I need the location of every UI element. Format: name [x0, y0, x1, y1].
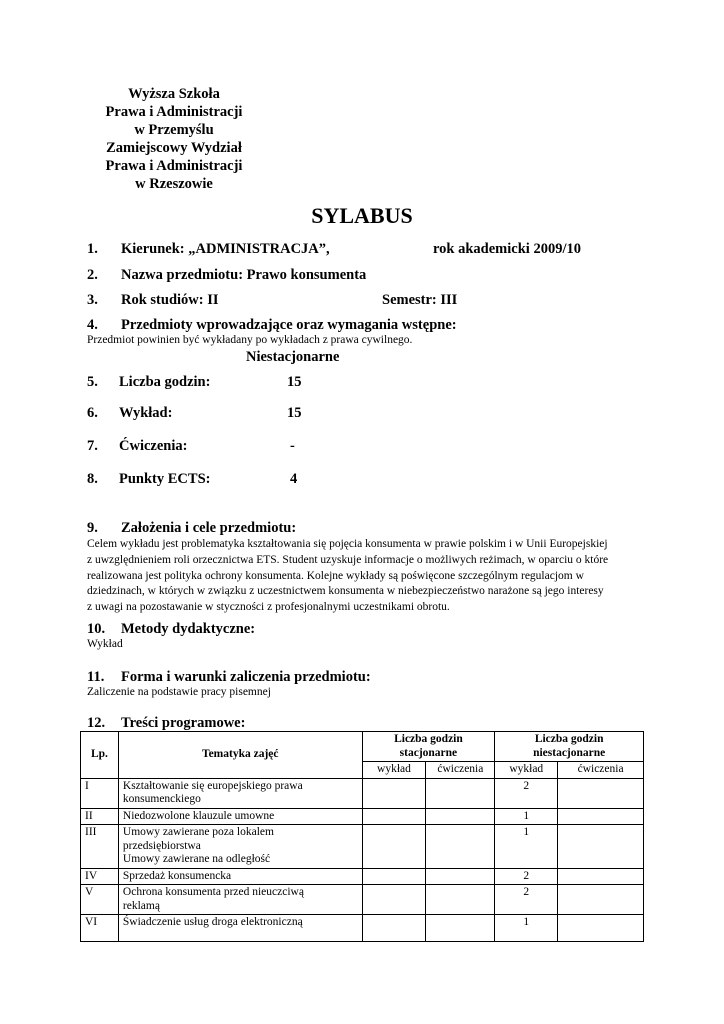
- item-9-label: Założenia i cele przedmiotu:: [121, 520, 297, 536]
- row-niestac-cwiczenia: [558, 808, 644, 825]
- row-stac-wyklad: [362, 808, 426, 825]
- institution-line: Wyższa Szkoła: [128, 86, 220, 102]
- paragraph-line: dziedzinach, w których w związku z uczestnictwem konsumenta w niebezpieczeństwo narażone są jego interesy: [87, 585, 604, 598]
- item-7-number: 7.: [87, 438, 98, 454]
- row-niestac-cwiczenia: [558, 825, 644, 869]
- institution-line: w Przemyślu: [134, 122, 214, 138]
- row-stac-wyklad: [362, 825, 426, 869]
- header-niestacjonarne-line2: niestacjonarne: [533, 746, 606, 759]
- row-stac-cwiczenia: [426, 825, 495, 869]
- item-3-label: Rok studiów: II: [121, 292, 219, 308]
- row-lp: VI: [81, 915, 119, 942]
- item-5-label: Liczba godzin:: [119, 374, 211, 390]
- item-2-label: Nazwa przedmiotu: Prawo konsumenta: [121, 267, 367, 283]
- row-topic: [118, 885, 362, 915]
- header-stacjonarne-line2: stacjonarne: [399, 746, 458, 759]
- row-stac-wyklad: [362, 885, 426, 915]
- row-stac-cwiczenia: [426, 885, 495, 915]
- topic-line: Świadczenie usług droga elektroniczną: [122, 916, 303, 928]
- item-1-label: Kierunek: „ADMINISTRACJA”,: [121, 241, 330, 257]
- item-4-text: Przedmiot powinien być wykładany po wykładach z prawa cywilnego.: [87, 334, 413, 346]
- topic-line: Umowy zawierane poza lokalem: [122, 826, 274, 838]
- table-header-row: [81, 732, 644, 762]
- table-row: [81, 778, 644, 808]
- item-10-label: Metody dydaktyczne:: [121, 621, 256, 637]
- row-stac-cwiczenia: [426, 778, 495, 808]
- row-stac-cwiczenia: [426, 808, 495, 825]
- item-8-value: 4: [290, 471, 298, 487]
- item-12-number: 12.: [87, 715, 106, 731]
- table-row: [81, 808, 644, 825]
- item-6-number: 6.: [87, 405, 98, 421]
- paragraph-line: Celem wykładu jest problematyka kształtowania się pojęcia konsumenta w prawie polskim i w Unii Europejskiej: [87, 538, 608, 550]
- topic-line: Umowy zawierane na odległość: [122, 853, 271, 865]
- row-stac-wyklad: [362, 868, 426, 885]
- institution-header: [94, 85, 254, 193]
- topic-line: przedsiębiorstwa: [122, 839, 201, 852]
- paragraph-line: realizowana jest polityka ochrony konsumenta. Kolejne wykłady są poświęcone szczególnym regulacjom w: [87, 569, 584, 582]
- item-6-label: Wykład:: [119, 405, 173, 421]
- program-table: [80, 731, 644, 942]
- row-niestac-wyklad: 2: [495, 885, 558, 915]
- subheader-niestac-wyklad: wykład: [495, 762, 558, 779]
- item-9-number: 9.: [87, 520, 98, 536]
- table-row: [81, 825, 644, 869]
- row-niestac-wyklad: 1: [495, 915, 558, 942]
- institution-line: Prawa i Administracji: [105, 104, 243, 120]
- paragraph-line: z uwagi na pozostawanie w styczności z profesjonalnymi uczestnikami obrotu.: [87, 601, 450, 614]
- row-topic: [118, 825, 362, 869]
- row-niestac-wyklad: 1: [495, 808, 558, 825]
- item-8-number: 8.: [87, 471, 98, 487]
- row-niestac-wyklad: 2: [495, 868, 558, 885]
- item-4-label: Przedmioty wprowadzające oraz wymagania wstępne:: [121, 317, 457, 333]
- table-row: [81, 885, 644, 915]
- topic-line: reklamą: [122, 899, 160, 912]
- item-5-value: 15: [287, 374, 302, 390]
- table-row: [81, 915, 644, 942]
- subheader-stac-cwiczenia: ćwiczenia: [426, 762, 495, 779]
- subheader-stac-wyklad: wykład: [362, 762, 426, 779]
- institution-line: Zamiejscowy Wydział: [106, 140, 242, 156]
- item-2-number: 2.: [87, 267, 98, 283]
- table-row: [81, 868, 644, 885]
- row-niestac-cwiczenia: [558, 915, 644, 942]
- header-stacjonarne: [362, 732, 495, 762]
- row-niestac-cwiczenia: [558, 868, 644, 885]
- institution-line: w Rzeszowie: [135, 176, 213, 192]
- item-4-number: 4.: [87, 317, 98, 333]
- row-lp: V: [81, 885, 119, 915]
- topic-line: Sprzedaż konsumencka: [122, 869, 232, 882]
- row-stac-wyklad: [362, 915, 426, 942]
- item-3-number: 3.: [87, 292, 98, 308]
- item-7-value: -: [290, 438, 295, 454]
- row-niestac-cwiczenia: [558, 885, 644, 915]
- subheader-niestac-cwiczenia: ćwiczenia: [558, 762, 644, 779]
- semester: Semestr: III: [382, 292, 458, 308]
- row-stac-cwiczenia: [426, 915, 495, 942]
- row-topic: [118, 808, 362, 825]
- item-12-label: Treści programowe:: [121, 715, 246, 731]
- item-11-text: Zaliczenie na podstawie pracy pisemnej: [87, 686, 271, 698]
- item-10-text: Wykład: [87, 638, 123, 650]
- topic-line: Ochrona konsumenta przed nieuczciwą: [122, 886, 304, 898]
- topic-line: Kształtowanie się europejskiego prawa: [122, 779, 303, 792]
- item-10-number: 10.: [87, 621, 106, 637]
- row-lp: II: [81, 808, 119, 825]
- header-niestacjonarne-line1: Liczba godzin: [534, 733, 604, 745]
- row-stac-cwiczenia: [426, 868, 495, 885]
- item-1-number: 1.: [87, 241, 98, 257]
- row-topic: [118, 915, 362, 942]
- institution-line: Prawa i Administracji: [105, 158, 243, 174]
- row-lp: III: [81, 825, 119, 869]
- row-lp: I: [81, 778, 119, 808]
- topic-line: Niedozwolone klauzule umowne: [122, 809, 275, 822]
- header-topic: Tematyka zajęć: [118, 732, 362, 779]
- row-topic: [118, 778, 362, 808]
- item-5-number: 5.: [87, 374, 98, 390]
- academic-year: rok akademicki 2009/10: [433, 241, 581, 257]
- row-niestac-wyklad: 2: [495, 778, 558, 808]
- item-8-label: Punkty ECTS:: [119, 471, 211, 487]
- header-lp: Lp.: [81, 732, 119, 779]
- header-niestacjonarne: [495, 732, 644, 762]
- item-9-paragraph: [87, 537, 647, 616]
- row-topic: [118, 868, 362, 885]
- study-mode: Niestacjonarne: [246, 349, 340, 365]
- row-lp: IV: [81, 868, 119, 885]
- item-11-number: 11.: [87, 669, 105, 685]
- header-stacjonarne-line1: Liczba godzin: [394, 733, 463, 745]
- topic-line: konsumenckiego: [122, 793, 201, 805]
- document-title: SYLABUS: [311, 203, 413, 228]
- item-6-value: 15: [287, 405, 302, 421]
- item-11-label: Forma i warunki zaliczenia przedmiotu:: [121, 669, 371, 685]
- item-7-label: Ćwiczenia:: [119, 438, 188, 454]
- row-stac-wyklad: [362, 778, 426, 808]
- row-niestac-cwiczenia: [558, 778, 644, 808]
- paragraph-line: z uwzględnieniem roli orzecznictwa ETS. Student uzyskuje informacje o możliwych reżimach, w oparciu o które: [87, 553, 609, 566]
- row-niestac-wyklad: 1: [495, 825, 558, 869]
